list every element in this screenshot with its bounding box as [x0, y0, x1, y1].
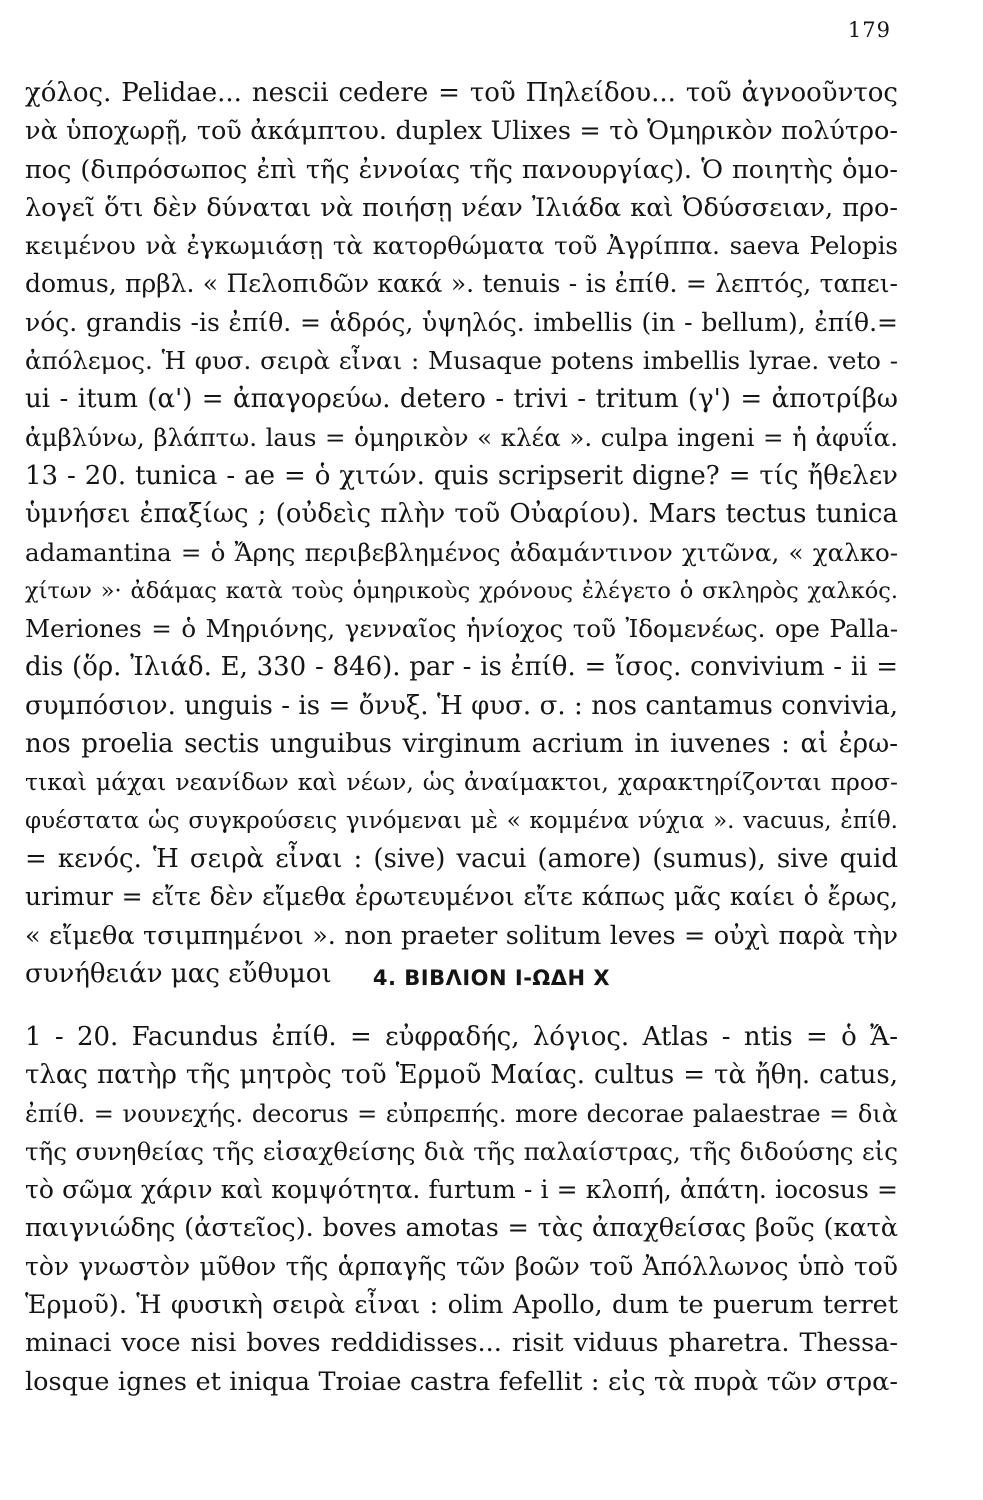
section-heading: 4. ΒΙΒΛΙΟΝ Ι-ΩΔΗ Χ — [372, 966, 611, 990]
text-line: Ἑρμοῦ). Ἡ φυσικὴ σειρὰ εἶναι : olim Apollo, dum te puerum terret — [25, 1290, 898, 1321]
text-line: τλας πατὴρ τῆς μητρὸς τοῦ Ἑρμοῦ Μαίας. cultus = τὰ ἤθη. catus, — [25, 1060, 898, 1091]
text-line: = κενός. Ἡ σειρὰ εἶναι : (sive) vacui (amore) (sumus), sive quid — [25, 843, 898, 874]
text-line: domus, πρβλ. « Πελοπιδῶν κακά ». tenuis - is ἐπίθ. = λεπτός, ταπει- — [25, 269, 898, 299]
text-line: « εἴμεθα τσιμπημένοι ». non praeter solitum leves = οὐχὶ παρὰ τὴν — [25, 920, 898, 951]
text-line: λογεῖ ὅτι δὲν δύναται νὰ ποιήσῃ νέαν Ἰλιάδα καὶ Ὀδύσσειαν, προ- — [25, 192, 898, 223]
text-line: τικαὶ μάχαι νεανίδων καὶ νέων, ὡς ἀναίμακτοι, χαρακτηρίζονται προσ- — [25, 768, 898, 797]
text-line: minaci voce nisi boves reddidisses... risit viduus pharetra. Thessa- — [25, 1328, 898, 1359]
text-line: losque ignes et iniqua Troiae castra fefellit : εἰς τὰ πυρὰ τῶν στρα- — [25, 1366, 898, 1397]
text-line: συμπόσιον. unguis - is = ὄνυξ. Ἡ φυσ. σ. : nos cantamus convivia, — [25, 690, 898, 721]
text-line: adamantina = ὁ Ἄρης περιβεβλημένος ἀδαμάντινον χιτῶνα, « χαλκο- — [25, 537, 898, 567]
text-line: παιγνιώδης (ἀστεῖος). boves amotas = τὰς ἀπαχθείσας βοῦς (κατὰ — [25, 1213, 898, 1244]
text-line: 1 - 20. Facundus ἐπίθ. = εὐφραδής, λόγιος. Atlas - ntis = ὁ Ἄ- — [25, 1022, 898, 1052]
text-line: ui - itum (α') = ἀπαγορεύω. detero - trivi - tritum (γ') = ἀποτρίβω — [25, 384, 898, 415]
text-line: Meriones = ὁ Μηριόνης, γενναῖος ἡνίοχος τοῦ Ἰδομενέως. ope Palla- — [25, 614, 898, 644]
text-line: nos proelia sectis unguibus virginum acrium in iuvenes : αἱ ἐρω- — [25, 729, 898, 760]
text-line: dis (ὅρ. Ἰλιάδ. Ε, 330 - 846). par - is ἐπίθ. = ἴσος. convivium - ii = — [25, 652, 898, 683]
text-line: τῆς συνηθείας τῆς εἰσαχθείσης διὰ τῆς παλαίστρας, τῆς διδούσης εἰς — [25, 1136, 898, 1166]
text-line: πος (διπρόσωπος ἐπὶ τῆς ἐννοίας τῆς πανουργίας). Ὁ ποιητὴς ὁμο- — [25, 154, 898, 185]
text-line: ἐπίθ. = νουνεχής. decorus = εὐπρεπής. more decorae palaestrae = διὰ — [25, 1099, 898, 1128]
text-line: φυέστατα ὡς συγκρούσεις γινόμεναι μὲ « κομμένα νύχια ». vacuus, ἐπίθ. — [25, 807, 898, 834]
text-line: χόλος. Pelidae... nescii cedere = τοῦ Πηλείδου... τοῦ ἀγνοοῦντος — [25, 78, 898, 108]
text-line: νός. grandis -is ἐπίθ. = ἁδρός, ὑψηλός. imbellis (in - bellum), ἐπίθ.= — [25, 307, 898, 337]
text-line: χίτων »· ἀδάμας κατὰ τοὺς ὁμηρικοὺς χρόνους ἐλέγετο ὁ σκληρὸς χαλκός. — [25, 577, 898, 604]
text-line: ἀπόλεμος. Ἡ φυσ. σειρὰ εἶναι : Musaque potens imbellis lyrae. veto - — [25, 346, 898, 376]
text-line: τὸ σῶμα χάριν καὶ κομψότητα. furtum - i = κλοπή, ἀπάτη. iocosus = — [25, 1175, 898, 1205]
text-line: τὸν γνωστὸν μῦθον τῆς ἁρπαγῆς τῶν βοῶν τοῦ Ἀπόλλωνος ὑπὸ τοῦ — [25, 1251, 898, 1281]
text-line: κειμένου νὰ ἐγκωμιάσῃ τὰ κατορθώματα τοῦ Ἀγρίππα. saeva Pelopis — [25, 231, 898, 261]
text-line: 13 - 20. tunica - ae = ὁ χιτών. quis scripserit digne? = τίς ἤθελεν — [25, 460, 898, 491]
text-line: νὰ ὑποχωρῇ, τοῦ ἀκάμπτου. duplex Ulixes = τὸ Ὁμηρικὸν πολύτρο- — [25, 116, 898, 147]
text-line: ἀμβλύνω, βλάπτω. laus = ὁμηρικὸν « κλέα ». culpa ingeni = ἡ ἀφυΐα. — [25, 422, 898, 452]
text-line: ὑμνήσει ἐπαξίως ; (οὐδεὶς πλὴν τοῦ Οὐαρίου). Mars tectus tunica — [25, 499, 898, 530]
commentary-paragraph-2 — [25, 1018, 898, 1401]
text-line: urimur = εἴτε δὲν εἴμεθα ἐρωτευμένοι εἴτε κάπως μᾶς καίει ὁ ἔρως, — [25, 882, 898, 912]
commentary-paragraph-1 — [25, 74, 898, 993]
page-number: 179 — [847, 18, 891, 42]
text-line: συνήθειάν μας εὔθυμοι — [25, 958, 332, 989]
